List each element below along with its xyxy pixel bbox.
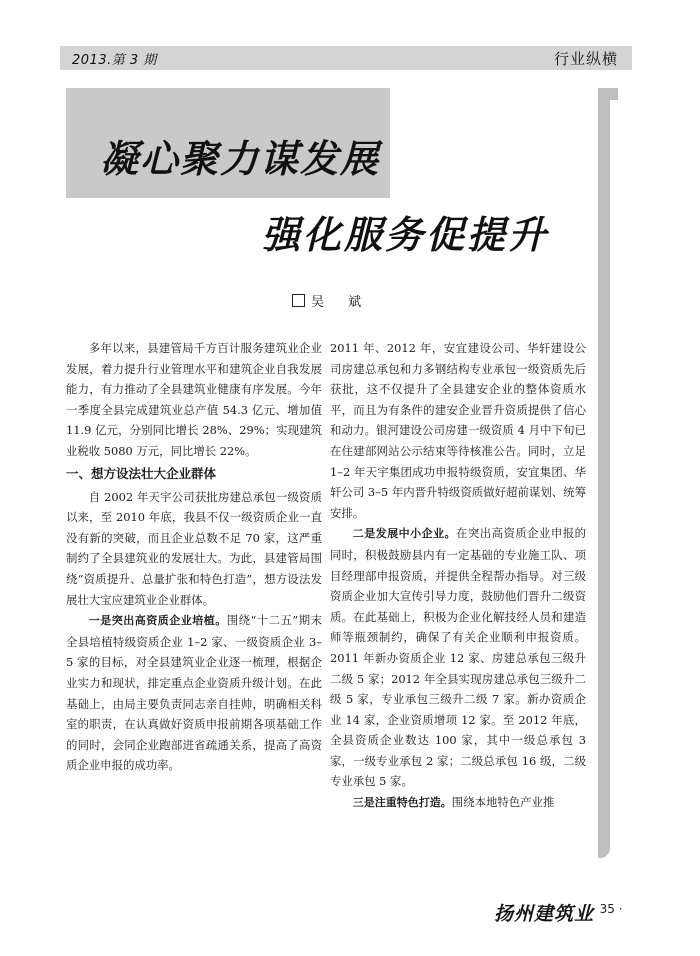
paragraph: 多年以来，县建管局千方百计服务建筑业企业发展，着力提升行业管理水平和建筑企业自我发展能力，有力推动了全县建筑业健康有序发展。今年一季度全县完成建筑业总产值 54.3 亿元、增加值 11.9 亿元，分别同比增长 28%、29%；实现建筑业税收 5080 万元，同比增长 22%。 bbox=[66, 341, 322, 458]
paragraph bbox=[66, 610, 322, 776]
article-title-line2: 强化服务促提升 bbox=[262, 213, 550, 257]
paragraph-body: 在突出高资质企业申报的同时，积极鼓励县内有一定基础的专业施工队、项目经理部申报资质，并提供全程帮办指导。对三级资质企业加大宣传引导力度，鼓励他们晋升二级资质。在此基础上，积极为企业化解技经人员和建造师等瓶颈制约，确保了有关企业顺利申报资质。2011 年新办资质企业 12 家、房建总承包三级升二级 5 家；2012 年全县实现房建总承包三级升二级 5 家，专业承包三级升二级 7 家。新办资质企业 14 家，企业资质增项 12 家。至 2012 年底，全县资质企业数达 100 家，其中一级总承包 3 家，一级专业承包 2 家；二级总承包 16 级，二级专业承包 5 家。 bbox=[330, 526, 586, 789]
side-stripe bbox=[598, 88, 610, 858]
section-label: 行业纵横 bbox=[553, 50, 618, 68]
paragraph-lead: 三是注重特色打造。 bbox=[352, 796, 452, 810]
issue-label: 2013.第 3 期 bbox=[72, 53, 157, 68]
paragraph: 自 2002 年天宇公司获批房建总承包一级资质以来，至 2010 年底，我县不仅一级资质企业一直没有新的突破，而且企业总数不足 70 家，这严重制约了全县建筑业的发展壮大。为此，县建管局围绕“资质提升、总量扩张和特色打造”，想方设法发展壮大宝应建筑业企业群体。 bbox=[66, 489, 322, 607]
paragraph-lead: 一是突出高资质企业培植。 bbox=[88, 614, 227, 628]
article-title-line1: 凝心聚力谋发展 bbox=[100, 137, 381, 181]
paragraph: 2011 年、2012 年，安宜建设公司、华轩建设公司房建总承包和力多钢结构专业承包一级资质先后获批，这不仅提升了全县建安企业的整体资质水平，而且为有条件的建安企业晋升资质提供了信心和动力。银河建设公司房建一级资质 4 月中下旬已在住建部网站公示结束等待核准公告。同时，立足 1–2 年天宇集团成功申报特级资质，安宜集团、华轩公司 3–5 年内晋升特级资质做好超前谋划、统筹安排。 bbox=[330, 341, 586, 520]
section-heading: 一、想方设法壮大企业群体 bbox=[66, 465, 217, 481]
page-number: · 35 · bbox=[592, 902, 623, 916]
author-byline bbox=[292, 291, 371, 310]
author-name: 吴 斌 bbox=[311, 295, 372, 310]
paragraph-lead: 二是发展中小企业。 bbox=[352, 527, 457, 541]
paragraph bbox=[330, 792, 586, 814]
right-column bbox=[330, 338, 586, 814]
magazine-logo: 扬州建筑业 bbox=[494, 903, 595, 925]
author-box-icon bbox=[292, 294, 305, 307]
paragraph-body: 围绕“十二五”期末全县培植特级资质企业 1–2 家、一级资质企业 3–5 家的目标，对全县建筑业企业逐一梳理，根据企业实力和现状，排定重点企业资质升级计划。在此基础上，由局主要负责同志亲自挂帅，明确相关科室的职责，在认真做好资质申报前期各项基础工作的同时，会同企业跑部进省疏通关系，提高了高资质企业申报的成功率。 bbox=[66, 613, 322, 773]
paragraph bbox=[330, 523, 586, 792]
paragraph-body: 围绕本地特色产业推 bbox=[451, 795, 555, 810]
left-column bbox=[66, 338, 322, 776]
